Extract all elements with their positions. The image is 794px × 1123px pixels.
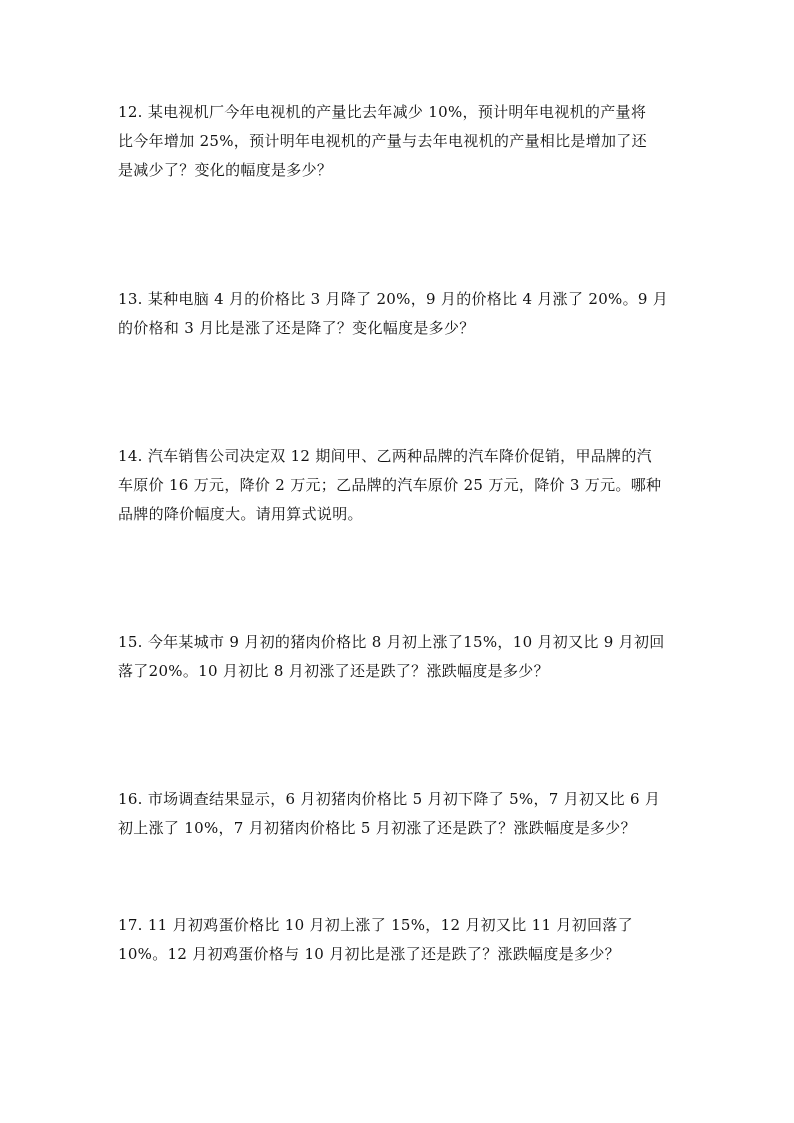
problem-12-line-3: 是减少了？变化的幅度是多少？ — [118, 161, 333, 179]
problem-16-line-2: 初上涨了 10%，7 月初猪肉价格比 5 月初涨了还是跌了？涨跌幅度是多少？ — [118, 819, 636, 837]
problem-16 — [118, 785, 688, 843]
problem-14-line-1: 14. 汽车销售公司决定双 12 期间甲、乙两种品牌的汽车降价促销，甲品牌的汽 — [118, 447, 652, 465]
problem-15-line-2: 落了20%。10 月初比 8 月初涨了还是跌了？涨跌幅度是多少？ — [118, 662, 549, 680]
problem-17-line-1: 17. 11 月初鸡蛋价格比 10 月初上涨了 15%，12 月初又比 11 月初回落了 — [118, 916, 633, 934]
problem-15 — [118, 628, 688, 686]
problem-17 — [118, 911, 688, 969]
problem-14-line-3: 品牌的降价幅度大。请用算式说明。 — [118, 505, 363, 523]
problem-15-line-1: 15. 今年某城市 9 月初的猪肉价格比 8 月初上涨了15%，10 月初又比 9 月初回 — [118, 633, 665, 651]
problem-14-line-2: 车原价 16 万元，降价 2 万元；乙品牌的汽车原价 25 万元，降价 3 万元。哪种 — [118, 476, 662, 494]
problem-13-line-1: 13. 某种电脑 4 月的价格比 3 月降了 20%，9 月的价格比 4 月涨了 20%。9 月 — [118, 290, 669, 308]
problem-17-line-2: 10%。12 月初鸡蛋价格与 10 月初比是涨了还是跌了？涨跌幅度是多少？ — [118, 945, 620, 963]
problem-13 — [118, 285, 688, 343]
problem-12 — [118, 98, 688, 185]
problem-12-line-1: 12. 某电视机厂今年电视机的产量比去年减少 10%，预计明年电视机的产量将 — [118, 103, 647, 121]
problem-16-line-1: 16. 市场调查结果显示，6 月初猪肉价格比 5 月初下降了 5%，7 月初又比 6 月 — [118, 790, 661, 808]
problem-13-line-2: 的价格和 3 月比是涨了还是降了？变化幅度是多少？ — [118, 319, 475, 337]
problem-12-line-2: 比今年增加 25%，预计明年电视机的产量与去年电视机的产量相比是增加了还 — [118, 132, 647, 150]
problem-14 — [118, 442, 688, 529]
